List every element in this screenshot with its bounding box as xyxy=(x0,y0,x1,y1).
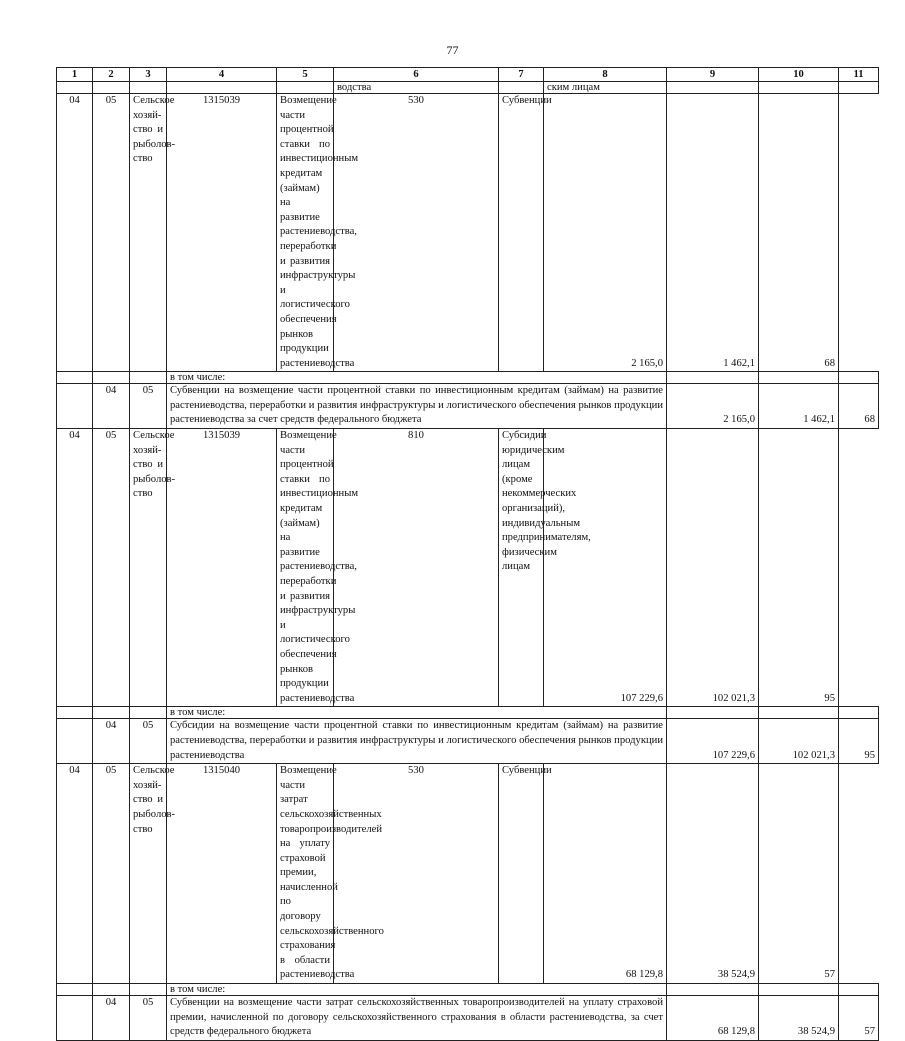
planned-amount: 107 229,6 xyxy=(544,429,667,707)
article-name: Возмещение части процентной ставки по инвестиционным кредитам (займам) на развитие растениеводства, переработки и развития инфраструктуры и логистического обеспечения рынков продукции растениеводства xyxy=(277,429,334,707)
target-article-code: 1315039 xyxy=(167,429,277,707)
header-cell: 1 xyxy=(57,68,93,82)
target-article-code: 1315040 xyxy=(167,764,277,984)
detail-description: Субсидии на возмещение части процентной ставки по инвестиционным кредитам (займам) на развитие растениеводства, переработки и развития инфраструктуры и логистического обеспечения рынков продукции растениеводства xyxy=(167,719,667,764)
actual-amount: 1 462,1 xyxy=(759,384,839,429)
section-code: 04 xyxy=(57,429,93,707)
budget-table xyxy=(56,67,879,1041)
empty-cell xyxy=(57,719,93,764)
header-cell: 9 xyxy=(667,68,759,82)
expense-type-code: 810 xyxy=(334,429,499,707)
empty-cell xyxy=(667,984,759,996)
including-label: в том числе: xyxy=(167,984,667,996)
empty-cell xyxy=(759,372,839,384)
including-label: в том числе: xyxy=(167,707,667,719)
header-cell: 4 xyxy=(167,68,277,82)
section-code: 04 xyxy=(93,996,130,1041)
subsection-code: 05 xyxy=(130,384,167,429)
empty-cell xyxy=(57,384,93,429)
percent-executed: 95 xyxy=(759,429,839,707)
expense-type-name: Субсидии юридическим лицам (кроме некоммерческих организаций), индивидуальным предпринимателям, физическим лицам xyxy=(499,429,544,707)
article-name: Возмещение части процентной ставки по инвестиционным кредитам (займам) на развитие растениеводства, переработки и развития инфраструктуры и логистического обеспечения рынков продукции растениеводства xyxy=(277,94,334,372)
header-cell: 11 xyxy=(839,68,879,82)
expense-type-name: Субвенции xyxy=(499,764,544,984)
continuation-text: ским лицам xyxy=(544,82,667,94)
empty-cell xyxy=(667,372,759,384)
empty-cell xyxy=(759,707,839,719)
including-row xyxy=(57,984,879,996)
header-row xyxy=(57,68,879,82)
empty-cell xyxy=(57,707,93,719)
expense-type-code: 530 xyxy=(334,94,499,372)
expense-type-name: Субвенции xyxy=(499,94,544,372)
section-code: 04 xyxy=(93,384,130,429)
detail-description: Субвенции на возмещение части затрат сельскохозяйственных товаропроизводителей на уплату страховой премии, начисленной по договору сельскохозяйственного страхования в области растениеводства, за счет средств федерального бюджета xyxy=(167,996,667,1041)
planned-amount: 2 165,0 xyxy=(544,94,667,372)
expense-type-code: 530 xyxy=(334,764,499,984)
section-name: Сельское хозяй-ство и рыболов-ство xyxy=(130,94,167,372)
actual-amount: 102 021,3 xyxy=(667,429,759,707)
subsection-code: 05 xyxy=(93,429,130,707)
planned-amount: 68 129,8 xyxy=(544,764,667,984)
percent-executed: 57 xyxy=(839,996,879,1041)
header-cell: 6 xyxy=(334,68,499,82)
empty-cell xyxy=(667,707,759,719)
section-code: 04 xyxy=(57,764,93,984)
percent-executed: 68 xyxy=(839,384,879,429)
subsection-code: 05 xyxy=(130,719,167,764)
empty-cell xyxy=(759,984,839,996)
percent-executed: 57 xyxy=(759,764,839,984)
subsection-code: 05 xyxy=(93,764,130,984)
table-row xyxy=(57,384,879,429)
header-cell: 3 xyxy=(130,68,167,82)
empty-cell xyxy=(57,372,93,384)
planned-amount: 107 229,6 xyxy=(667,719,759,764)
table-row xyxy=(57,764,879,984)
planned-amount: 68 129,8 xyxy=(667,996,759,1041)
empty-cell xyxy=(130,707,167,719)
subsection-code: 05 xyxy=(130,996,167,1041)
actual-amount: 102 021,3 xyxy=(759,719,839,764)
table-row xyxy=(57,94,879,372)
empty-cell xyxy=(93,707,130,719)
table-row xyxy=(57,719,879,764)
header-cell: 10 xyxy=(759,68,839,82)
empty-cell xyxy=(57,996,93,1041)
article-name: Возмещение части затрат сельскохозяйственных товаропроизводителей на уплату страховой премии, начисленной по договору сельскохозяйственного страхования в области растениеводства xyxy=(277,764,334,984)
page-number: 77 xyxy=(446,43,459,57)
percent-executed: 68 xyxy=(759,94,839,372)
header-cell: 2 xyxy=(93,68,130,82)
section-name: Сельское хозяй-ство и рыболов-ство xyxy=(130,764,167,984)
target-article-code: 1315039 xyxy=(167,94,277,372)
including-row xyxy=(57,707,879,719)
percent-executed: 95 xyxy=(839,719,879,764)
continuation-row xyxy=(57,82,879,94)
detail-description: Субвенции на возмещение части процентной ставки по инвестиционным кредитам (займам) на развитие растениеводства, переработки и развития инфраструктуры и логистического обеспечения рынков продукции растениеводства за счет средств федерального бюджета xyxy=(167,384,667,429)
including-row xyxy=(57,372,879,384)
planned-amount: 2 165,0 xyxy=(667,384,759,429)
empty-cell xyxy=(130,372,167,384)
table-row xyxy=(57,996,879,1041)
empty-cell xyxy=(130,984,167,996)
header-cell: 8 xyxy=(544,68,667,82)
empty-cell xyxy=(57,984,93,996)
empty-cell xyxy=(93,984,130,996)
table-row xyxy=(57,429,879,707)
subsection-code: 05 xyxy=(93,94,130,372)
header-cell: 5 xyxy=(277,68,334,82)
actual-amount: 38 524,9 xyxy=(759,996,839,1041)
actual-amount: 1 462,1 xyxy=(667,94,759,372)
including-label: в том числе: xyxy=(167,372,667,384)
actual-amount: 38 524,9 xyxy=(667,764,759,984)
empty-cell xyxy=(839,372,879,384)
section-code: 04 xyxy=(57,94,93,372)
empty-cell xyxy=(839,984,879,996)
continuation-text: водства xyxy=(334,82,499,94)
empty-cell xyxy=(93,372,130,384)
empty-cell xyxy=(839,707,879,719)
section-code: 04 xyxy=(93,719,130,764)
header-cell: 7 xyxy=(499,68,544,82)
section-name: Сельское хозяй-ство и рыболов-ство xyxy=(130,429,167,707)
